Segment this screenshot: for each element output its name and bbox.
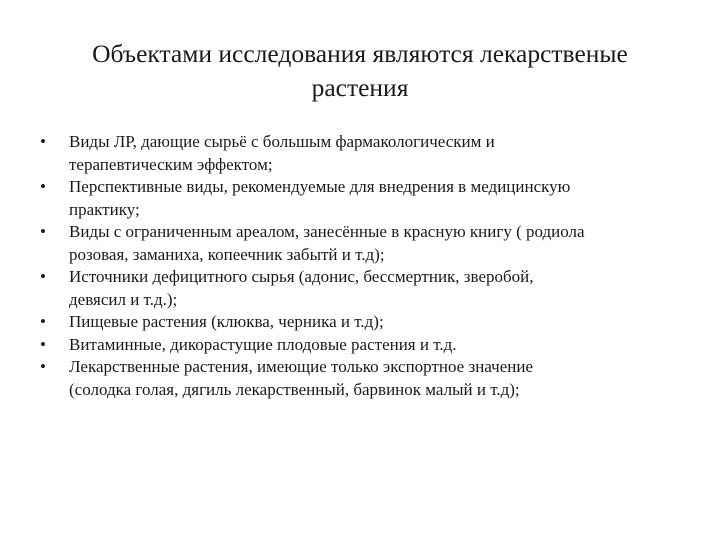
bullet-text-line: Виды с ограниченным ареалом, занесённые в красную книгу ( родиола: [69, 222, 585, 241]
bullet-text-line: Источники дефицитного сырья (адонис, бессмертник, зверобой,: [69, 267, 534, 286]
bullet-icon: •: [40, 267, 46, 286]
bullet-item-limited-range-species: [36, 221, 696, 266]
bullet-list: [36, 131, 696, 401]
slide-title: [40, 37, 680, 105]
bullet-text-line: Лекарственные растения, имеющие только экспортное значение: [69, 357, 533, 376]
bullet-icon: •: [40, 132, 46, 151]
bullet-text-line: Перспективные виды, рекомендуемые для внедрения в медицинскую: [69, 177, 571, 196]
bullet-icon: •: [40, 334, 46, 354]
bullet-item-medicinal-species: [36, 131, 696, 176]
bullet-text-line: Витаминные, дикорастущие плодовые растения и т.д.: [69, 334, 457, 354]
slide-title-line-2: растения: [311, 73, 409, 102]
bullet-icon: •: [40, 357, 46, 376]
bullet-text-line: терапевтическим эффектом;: [69, 154, 273, 174]
bullet-text-line: Виды ЛР, дающие сырьё с большым фармакологическим и: [69, 132, 495, 151]
bullet-item-export-plants: [36, 356, 696, 401]
bullet-item-vitamin-plants: [36, 334, 696, 357]
bullet-icon: •: [40, 312, 46, 331]
bullet-text-line: практику;: [69, 199, 140, 219]
bullet-text-line: (солодка голая, дягиль лекарственный, барвинок малый и т.д);: [69, 379, 520, 399]
bullet-item-perspective-species: [36, 176, 696, 221]
bullet-item-deficit-sources: [36, 266, 696, 311]
bullet-text-line: розовая, заманиха, копеечник забытй и т.д);: [69, 244, 385, 264]
slide-title-line-1: Объектами исследования являются лекарственые: [92, 39, 628, 68]
bullet-icon: •: [40, 177, 46, 196]
bullet-item-food-plants: [36, 311, 696, 334]
bullet-text-line: Пищевые растения (клюква, черника и т.д);: [69, 312, 384, 331]
bullet-text-line: девясил и т.д.);: [69, 289, 178, 309]
bullet-icon: •: [40, 222, 46, 241]
